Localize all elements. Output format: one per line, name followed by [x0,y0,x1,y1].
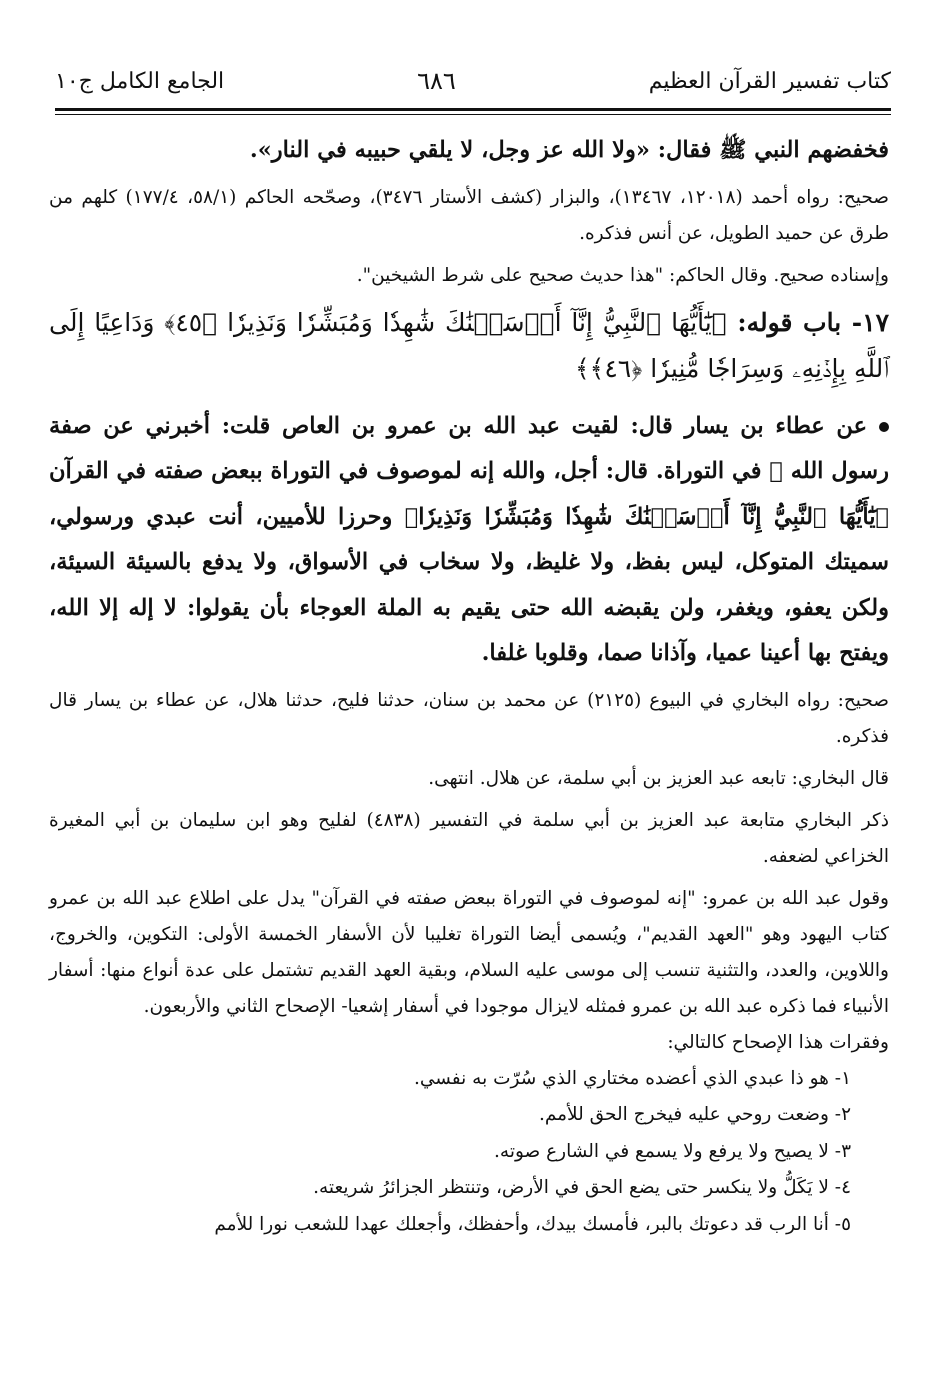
list-item: ٥- أنا الرب قد دعوتك بالبر، فأمسك بيدك، وأحفظك، وأجعلك عهدا للشعب نورا للأمم [214,1213,851,1235]
commentary: وقول عبد الله بن عمرو: "إنه لموصوف في التوراة ببعض صفته في القرآن" يدل على اطلاع عبد الله بن عمرو كتاب اليهود وهو "العهد القديم"، ويُسمى أيضا التوراة تغليبا لأن الأسفار الخمسة الأولى: التكوين، والخروج، واللاوين، والعدد، والتثنية تنسب إلى موسى عليه السلام، وبقية العهد القديم تشتمل على عدة أنواع منها: أسفار الأنبياء فما ذكره عبد الله بن عمرو فمثله لايزال موجودا في أسفار إشعيا- الإصحاح الثاني والأربعون. [49,887,889,1017]
takhrij-note: صحيح: رواه أحمد (١٢٠١٨، ١٣٤٦٧)، والبزار (كشف الأستار ٣٤٧٦)، وصحّحه الحاكم (٥٨/١، ١٧٧/٤) كلهم من طرق عن حميد الطويل، عن أنس فذكره. [49,186,890,244]
header-rule-thick [55,108,891,111]
page-content [49,128,889,1243]
bukhari-takhrij: صحيح: رواه البخاري في البيوع (٢١٢٥) عن محمد بن سنان، حدثنا فليح، حدثنا هلال، عن عطاء بن يسار قال فذكره. [49,689,889,747]
book-title: كتاب تفسير القرآن العظيم [648,68,891,94]
hadith-ending: فخفضهم النبي ﷺ فقال: «ولا الله عز وجل، لا يلقي حبيبه في النار». [249,137,889,163]
hadith-text [49,404,889,677]
list-item: ٤- لا يَكَلُّ ولا ينكسر حتى يضع الحق في الأرض، وتنتظر الجزائرُ شريعته. [313,1177,851,1198]
volume-title: الجامع الكامل ج١٠ [55,68,225,94]
list-item: ٢- وضعت روحي عليه فيخرج الحق للأمم. [538,1104,851,1125]
chapter-heading [49,300,889,392]
page-header [55,58,891,104]
mutaba-note: ذكر البخاري متابعة عبد العزيز بن أبي سلمة في التفسير (٤٨٣٨) لفليح وهو ابن سليمان بن أبي المغيرة الخزاعي لضعفه. [49,809,889,867]
bullet-icon [879,422,889,432]
quran-verse: ﴿يَٰٓأَيُّهَا ٱلنَّبِيُّ إِنَّآ أَرۡسَلۡنَٰكَ شَٰهِدٗا وَمُبَشِّرٗا وَنَذِيرٗا ﴿٤٥﴾ وَدَاعِيًا إِلَى ٱللَّهِ بِإِذۡنِهِۦ وَسِرَاجٗا مُّنِيرٗا ﴿٤٦﴾﴾ [49,307,889,383]
hadith-body: عن عطاء بن يسار قال: لقيت عبد الله بن عمرو بن العاص قلت: أخبرني عن صفة رسول الله ﷺ في التوراة. قال: أجل، والله إنه لموصوف في التوراة ببعض صفته في القرآن ﴿يَٰٓأَيُّهَا ٱلنَّبِيُّ إِنَّآ أَرۡسَلۡنَٰكَ شَٰهِدٗا وَمُبَشِّرٗا وَنَذِيرٗا﴾ وحرزا للأميين، أنت عبدي ورسولي، سميتك المتوكل، ليس بفظ، ولا غليظ، ولا سخاب في الأسواق، ولا يدفع بالسيئة السيئة، ولكن يعفو، ويغفر، ولن يقبضه الله حتى يقيم به الملة العوجاء بأن يقولوا: لا إله إلا الله، ويفتح بها أعينا عميا، وآذانا صما، وقلوبا غلفا. [49,412,889,666]
bukhari-note: قال البخاري: تابعه عبد العزيز بن أبي سلمة، عن هلال. انتهى. [428,767,889,789]
list-item: ٣- لا يصيح ولا يرفع ولا يسمع في الشارع صوته. [494,1140,851,1162]
page-number: ٦٨٦ [417,67,456,95]
isnad-note: وإسناده صحيح. وقال الحاكم: "هذا حديث صحيح على شرط الشيخين". [356,264,889,286]
list-intro: وفقرات هذا الإصحاح كالتالي: [667,1031,889,1053]
list-item: ١- هو ذا عبدي الذي أعضده مختاري الذي سُرّت به نفسي. [413,1067,851,1089]
header-rule-thin [55,114,891,115]
chapter-label: ١٧- باب قوله: [737,307,889,337]
